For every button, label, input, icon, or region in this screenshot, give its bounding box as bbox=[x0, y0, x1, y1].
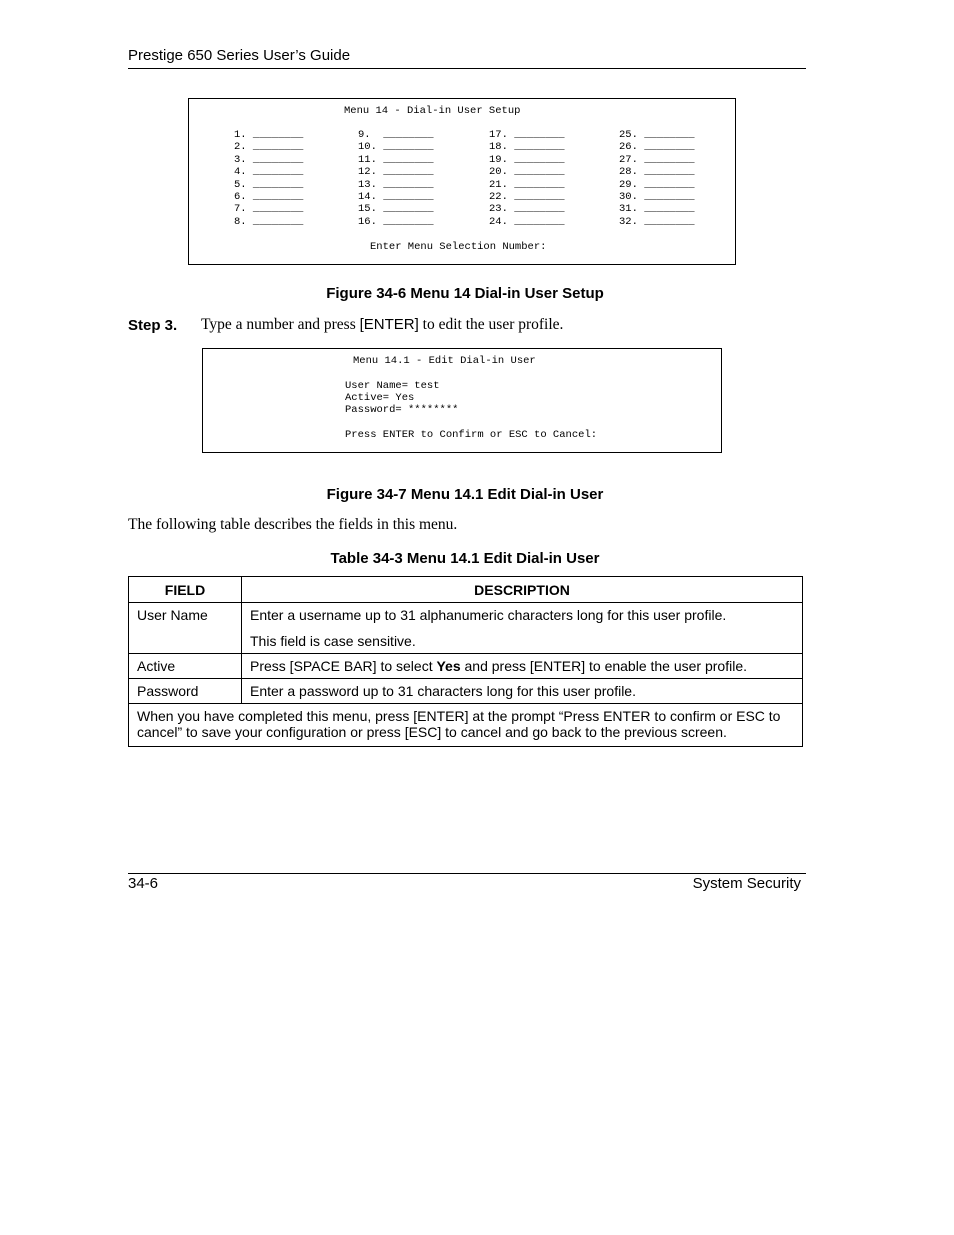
menu-entry: 20. ________ bbox=[489, 166, 565, 179]
menu-entry: 8. ________ bbox=[234, 215, 304, 228]
menu-entry: 2. ________ bbox=[234, 141, 304, 154]
menu-entry: 6. ________ bbox=[234, 190, 304, 203]
menu-entry: 21. ________ bbox=[489, 178, 565, 191]
description-cell bbox=[242, 654, 803, 679]
yes-keyword: Yes bbox=[436, 658, 461, 674]
menu-entry: 29. ________ bbox=[619, 178, 695, 191]
table-caption: Table 34-3 Menu 14.1 Edit Dial-in User bbox=[330, 550, 600, 567]
description-text: Enter a username up to 31 alphanumeric characters long for this user profile. bbox=[250, 607, 727, 623]
menu-entry: 32. ________ bbox=[619, 215, 695, 228]
field-cell: User Name bbox=[129, 603, 242, 654]
step-text-end: to edit the user profile. bbox=[418, 316, 564, 333]
menu141-prompt: Press ENTER to Confirm or ESC to Cancel: bbox=[345, 429, 598, 441]
menu-entry: 7. ________ bbox=[234, 203, 304, 216]
menu14-column-3 bbox=[489, 129, 565, 228]
menu14-column-1 bbox=[234, 129, 303, 228]
menu-entry: 24. ________ bbox=[489, 215, 565, 228]
description-text-start: Press [SPACE BAR] to select bbox=[250, 658, 437, 674]
menu141-title: Menu 14.1 - Edit Dial-in User bbox=[353, 355, 536, 367]
section-title: System Security bbox=[692, 875, 801, 892]
menu-entry: 25. ________ bbox=[619, 129, 695, 141]
field-description-table bbox=[128, 576, 803, 747]
menu-entry: 1. ________ bbox=[234, 129, 304, 141]
table-note: When you have completed this menu, press [ENTER] at the prompt “Press ENTER to confirm or ESC to cancel” to save your configuration or press [ESC] to cancel and go back to the previous screen. bbox=[129, 704, 803, 747]
menu141-screen bbox=[202, 348, 722, 453]
header-rule bbox=[128, 68, 806, 69]
description-cell bbox=[242, 603, 803, 654]
menu-entry: 18. ________ bbox=[489, 141, 565, 154]
menu-entry: 16. ________ bbox=[358, 215, 434, 228]
table-row bbox=[129, 654, 803, 679]
menu14-column-2 bbox=[358, 129, 434, 228]
figure-caption: Figure 34-6 Menu 14 Dial-in User Setup bbox=[326, 285, 604, 302]
menu-entry: 23. ________ bbox=[489, 203, 565, 216]
figure-caption: Figure 34-7 Menu 14.1 Edit Dial-in User bbox=[326, 486, 604, 503]
active-line: Active= Yes bbox=[345, 392, 415, 404]
table-row bbox=[129, 679, 803, 704]
menu-entry: 5. ________ bbox=[234, 178, 304, 191]
menu-entry: 13. ________ bbox=[358, 178, 434, 191]
intro-paragraph: The following table describes the fields in this menu. bbox=[128, 516, 458, 533]
column-header-description: DESCRIPTION bbox=[242, 577, 803, 603]
menu14-screen bbox=[188, 98, 736, 265]
step-text-start: Type a number and press bbox=[201, 316, 360, 333]
menu-entry: 31. ________ bbox=[619, 203, 695, 216]
menu-entry: 9. ________ bbox=[358, 129, 434, 141]
menu-entry: 12. ________ bbox=[358, 166, 434, 179]
menu-entry: 11. ________ bbox=[358, 153, 434, 166]
description-note: This field is case sensitive. bbox=[250, 633, 416, 649]
menu-entry: 26. ________ bbox=[619, 141, 695, 154]
description-cell: Enter a password up to 31 characters long for this user profile. bbox=[242, 679, 803, 704]
menu-entry: 14. ________ bbox=[358, 190, 434, 203]
menu14-title: Menu 14 - Dial-in User Setup bbox=[344, 105, 521, 117]
menu-entry: 10. ________ bbox=[358, 141, 434, 154]
menu-entry: 28. ________ bbox=[619, 166, 695, 179]
running-header: Prestige 650 Series User’s Guide bbox=[128, 47, 351, 64]
enter-key: [ENTER] bbox=[359, 316, 419, 333]
menu-entry: 17. ________ bbox=[489, 129, 565, 141]
table-header-row bbox=[129, 577, 803, 603]
column-header-field: FIELD bbox=[129, 577, 242, 603]
footer-rule bbox=[128, 873, 806, 874]
menu-entry: 19. ________ bbox=[489, 153, 565, 166]
table-row bbox=[129, 603, 803, 654]
user-name-line: User Name= test bbox=[345, 380, 440, 392]
field-cell: Password bbox=[129, 679, 242, 704]
menu14-column-4 bbox=[619, 129, 695, 228]
step-label: Step 3. bbox=[128, 317, 178, 334]
menu-entry: 22. ________ bbox=[489, 190, 565, 203]
field-cell: Active bbox=[129, 654, 242, 679]
description-text-end: and press [ENTER] to enable the user profile. bbox=[460, 658, 747, 674]
table-note-row bbox=[129, 704, 803, 747]
menu-entry: 3. ________ bbox=[234, 153, 304, 166]
step-text bbox=[201, 316, 563, 334]
menu-entry: 4. ________ bbox=[234, 166, 304, 179]
menu-entry: 30. ________ bbox=[619, 190, 695, 203]
page-number: 34-6 bbox=[128, 875, 159, 892]
menu-entry: 27. ________ bbox=[619, 153, 695, 166]
menu-entry: 15. ________ bbox=[358, 203, 434, 216]
menu14-prompt: Enter Menu Selection Number: bbox=[370, 241, 547, 253]
password-line: Password= ******** bbox=[345, 404, 459, 416]
